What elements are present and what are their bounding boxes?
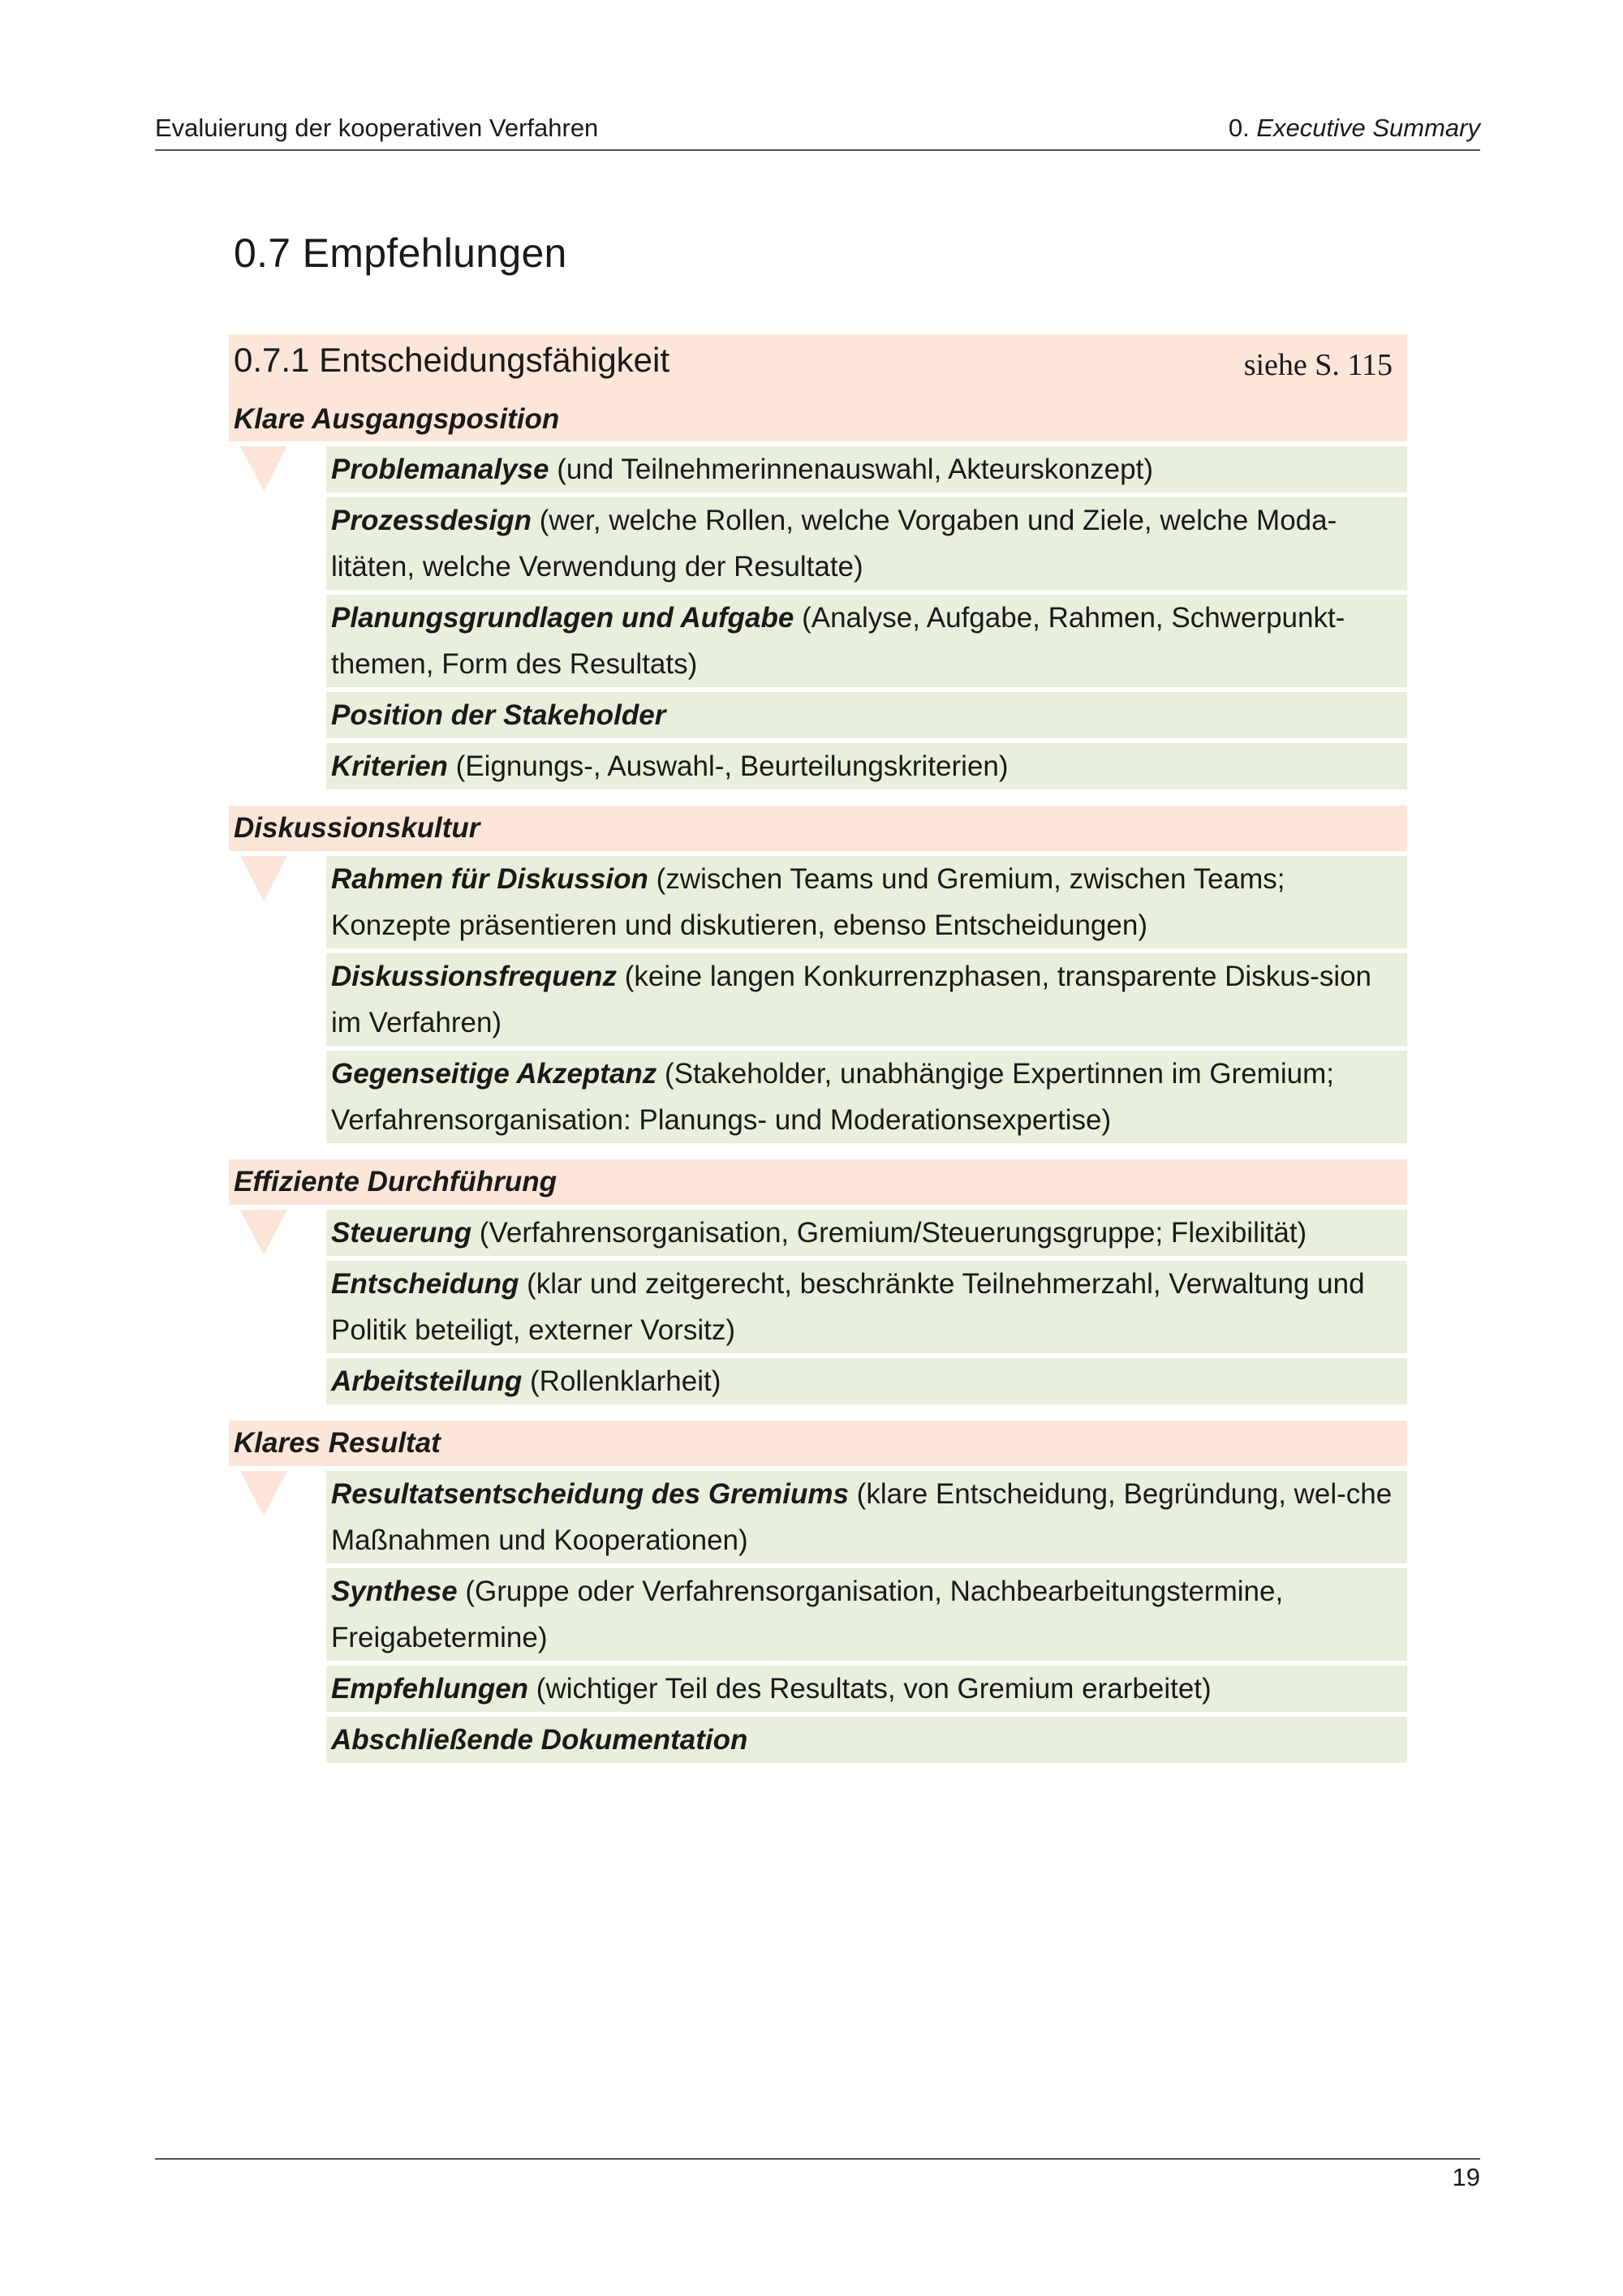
recommendation-item [326, 856, 1407, 948]
item-description: (wer, welche Rollen, welche Vorgaben und Ziele, welche Moda-litäten, welche Verwendung der Resultate) [331, 505, 1337, 583]
group-items [229, 1210, 1407, 1404]
item-description: (Stakeholder, unabhängige Expertinnen im Gremium; Verfahrensorganisation: Planungs- und Moderationsexpertise) [331, 1058, 1334, 1136]
item-term: Entscheidung [331, 1268, 519, 1300]
group-heading: Diskussionskultur [229, 806, 1407, 851]
item-term: Problemanalyse [331, 454, 549, 485]
item-description: (Analyse, Aufgabe, Rahmen, Schwerpunkt-themen, Form des Resultats) [331, 602, 1345, 680]
item-term: Position der Stakeholder [331, 699, 666, 731]
item-term: Diskussionsfrequenz [331, 961, 618, 992]
item-term: Empfehlungen [331, 1673, 529, 1705]
running-head-chapter-number: 0. [1228, 114, 1250, 142]
recommendation-item [326, 595, 1407, 687]
running-head-chapter [1229, 114, 1480, 143]
item-description: (Verfahrensorganisation, Gremium/Steuerungsgruppe; Flexibilität) [471, 1217, 1307, 1249]
recommendations-content [229, 334, 1407, 1763]
recommendation-item [326, 1051, 1407, 1143]
item-term: Planungsgrundlagen und Aufgabe [331, 602, 794, 634]
running-head-title: Evaluierung der kooperativen Verfahren [155, 114, 599, 142]
recommendation-item [326, 1210, 1407, 1256]
item-term: Resultatsentscheidung des Gremiums [331, 1478, 849, 1510]
recommendation-groups [229, 401, 1407, 1763]
item-term: Arbeitsteilung [331, 1365, 523, 1397]
recommendation-group [229, 1159, 1407, 1404]
item-term: Prozessdesign [331, 505, 532, 536]
group-items [229, 856, 1407, 1143]
recommendation-group [229, 806, 1407, 1143]
item-description: (und Teilnehmerinnenauswahl, Akteurskonzept) [549, 454, 1153, 485]
triangle-arrow-icon [240, 856, 287, 901]
item-term: Steuerung [331, 1217, 472, 1249]
item-description: (wichtiger Teil des Resultats, von Gremium erarbeitet) [528, 1673, 1212, 1705]
recommendation-item [326, 1666, 1407, 1712]
running-head [155, 114, 1480, 151]
recommendation-group [229, 401, 1407, 789]
section-title: 0.7 Empfehlungen [234, 230, 567, 276]
footer-rule [155, 2158, 1480, 2160]
running-head-chapter-title: Executive Summary [1256, 114, 1480, 142]
item-term: Gegenseitige Akzeptanz [331, 1058, 657, 1090]
group-heading: Effiziente Durchführung [229, 1159, 1407, 1205]
item-description: (klar und zeitgerecht, beschränkte Teilnehmerzahl, Verwaltung und Politik beteiligt, externer Vorsitz) [331, 1268, 1365, 1346]
item-description: (Rollenklarheit) [522, 1365, 721, 1397]
subsection-header [229, 334, 1407, 402]
recommendation-item [326, 497, 1407, 590]
recommendation-item [326, 953, 1407, 1046]
recommendation-item [326, 1471, 1407, 1563]
item-description: (Eignungs-, Auswahl-, Beurteilungskriterien) [447, 750, 1009, 782]
recommendation-item [326, 1568, 1407, 1661]
item-term: Rahmen für Diskussion [331, 863, 648, 895]
item-description: (keine langen Konkurrenzphasen, transparente Diskus-sion im Verfahren) [331, 961, 1372, 1038]
recommendation-item [326, 1717, 1407, 1763]
recommendation-item [326, 692, 1407, 738]
triangle-arrow-icon [240, 1210, 287, 1255]
page-reference: siehe S. 115 [1243, 348, 1393, 382]
recommendation-item [326, 446, 1407, 492]
item-term: Abschließende Dokumentation [331, 1724, 748, 1756]
recommendation-item [326, 743, 1407, 789]
triangle-arrow-icon [240, 1471, 287, 1516]
subsection-title: 0.7.1 Entscheidungsfähigkeit [234, 341, 670, 379]
triangle-arrow-icon [240, 446, 287, 492]
item-description: (klare Entscheidung, Begründung, wel-che Maßnahmen und Kooperationen) [331, 1478, 1393, 1556]
group-items [229, 446, 1407, 789]
item-term: Kriterien [331, 750, 448, 782]
page-number: 19 [1452, 2163, 1480, 2191]
item-term: Synthese [331, 1576, 458, 1607]
recommendation-item [326, 1358, 1407, 1404]
recommendation-item [326, 1261, 1407, 1353]
item-description: (Gruppe oder Verfahrensorganisation, Nachbearbeitungstermine, Freigabetermine) [331, 1576, 1284, 1653]
group-heading: Klares Resultat [229, 1421, 1407, 1466]
group-items [229, 1471, 1407, 1763]
group-heading: Klare Ausgangsposition [229, 401, 1407, 441]
recommendation-group [229, 1421, 1407, 1763]
item-description: (zwischen Teams und Gremium, zwischen Teams; Konzepte präsentieren und diskutieren, ebenso Entscheidungen) [331, 863, 1285, 941]
